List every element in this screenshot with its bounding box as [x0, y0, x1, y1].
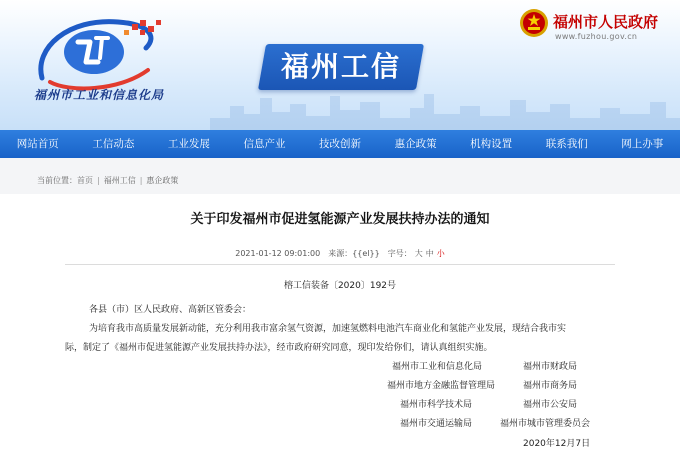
body-line: 为培育我市高质量发展新动能，充分利用我市富余氢气资源，加速氢燃料电池汽车商业化和氢能产业发展，现结合我市实 [89, 324, 567, 334]
article-title: 关于印发福州市促进氢能源产业发展扶持办法的通知 [190, 212, 490, 227]
font-size-medium-button[interactable]: 中 [425, 249, 434, 258]
signatory: 福州市科学技术局 [400, 400, 473, 410]
breadcrumb-prefix: 当前位置： [37, 176, 77, 185]
breadcrumb-separator: | [139, 176, 143, 185]
signatory: 福州市财政局 [523, 362, 578, 372]
nav-item-contact[interactable]: 联系我们 [545, 138, 588, 150]
nav-item-industry[interactable]: 工业发展 [167, 138, 210, 150]
nav-item-news[interactable]: 工信动态 [92, 138, 135, 150]
document-number: 榕工信装备〔2020〕192号 [283, 281, 397, 291]
gov-name: 福州市人民政府 [553, 13, 659, 31]
nav-item-organization[interactable]: 机构设置 [470, 138, 513, 150]
breadcrumb [37, 175, 178, 186]
site-title-logo[interactable] [258, 44, 424, 90]
gov-url: www.fuzhou.gov.cn [555, 32, 638, 41]
nav-item-innovation[interactable]: 技改创新 [319, 138, 362, 150]
signatory: 福州市交通运输局 [400, 419, 473, 429]
header-banner [0, 0, 680, 130]
nav-item-policy[interactable]: 惠企政策 [394, 138, 437, 150]
signatory: 福州市公安局 [523, 400, 578, 410]
city-skyline-decoration [210, 88, 680, 130]
breadcrumb-section[interactable]: 福州工信 [103, 176, 136, 185]
sign-date: 2020年12月7日 [523, 439, 591, 449]
font-size-large-button[interactable]: 大 [414, 249, 423, 258]
font-size-small-button[interactable]: 小 [436, 249, 445, 258]
site-title: 福州工信 [280, 50, 401, 83]
nav-item-online-service[interactable]: 网上办事 [621, 138, 664, 150]
breadcrumb-bar [0, 158, 680, 194]
signatory: 福州市城市管理委员会 [500, 419, 591, 429]
article [27, 194, 653, 454]
signatory: 福州市地方金融监督管理局 [387, 381, 496, 391]
national-emblem-icon [519, 8, 549, 38]
signatory: 福州市工业和信息化局 [392, 362, 483, 372]
source-value: {{el}} [352, 249, 380, 258]
signatory: 福州市商务局 [523, 381, 578, 391]
breadcrumb-home[interactable]: 首页 [77, 176, 93, 185]
salutation: 各县（市）区人民政府、高新区管委会： [89, 305, 252, 315]
breadcrumb-separator: | [97, 176, 100, 185]
font-size-label: 字号： [387, 249, 412, 258]
gov-link[interactable] [519, 8, 679, 44]
body-line: 际，制定了《福州市促进氢能源产业发展扶持办法》，经市政府研究同意，现印发给你们，请认真组织实施。 [65, 343, 493, 353]
nav-item-it-industry[interactable]: 信息产业 [243, 138, 286, 150]
breadcrumb-current[interactable]: 惠企政策 [146, 176, 179, 185]
article-meta [27, 248, 653, 259]
article-date: 2021-01-12 09:01:00 [235, 249, 321, 258]
source-label: 来源： [328, 249, 353, 258]
org-name: 福州市工业和信息化局 [34, 88, 165, 102]
divider [65, 264, 615, 265]
main-nav [0, 130, 680, 158]
nav-item-home[interactable]: 网站首页 [16, 138, 59, 150]
